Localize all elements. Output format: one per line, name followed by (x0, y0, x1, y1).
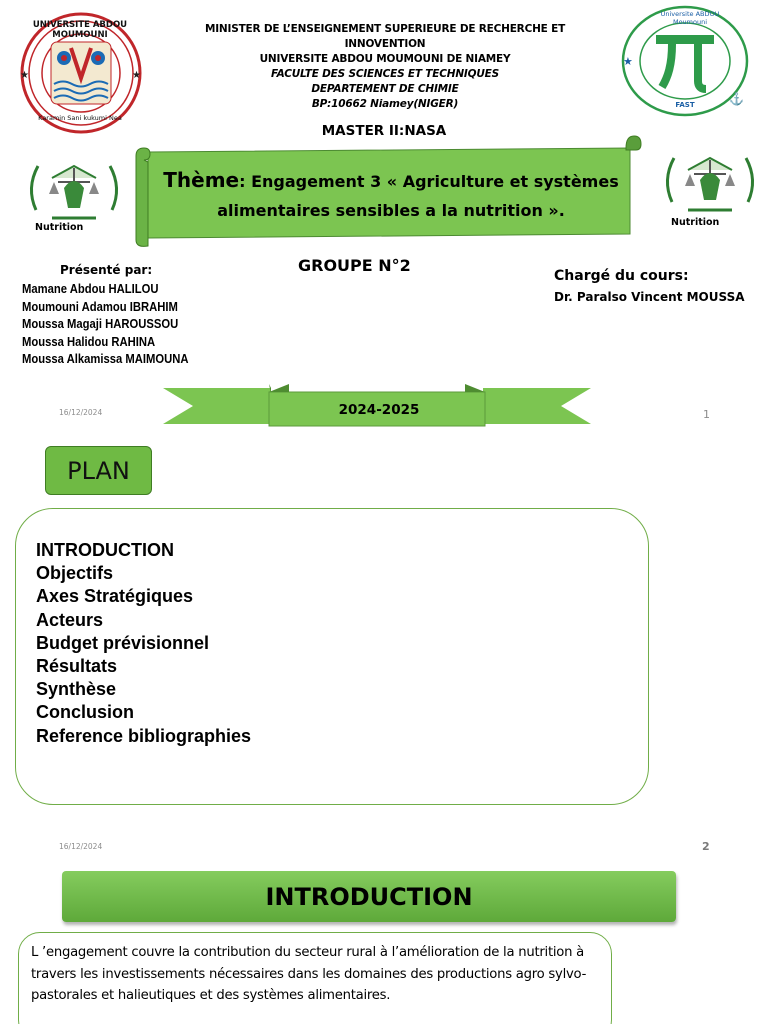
introduction-title: INTRODUCTION (62, 871, 676, 922)
introduction-line: pastorales et halieutiques et des systèmes alimentaires. (31, 988, 391, 1003)
introduction-paragraph (31, 942, 600, 1007)
slide1-date: 16/12/2024 (59, 408, 103, 417)
svg-text:★: ★ (20, 70, 29, 81)
presented-by-title: Présenté par: (60, 263, 153, 277)
plan-item: Conclusion (36, 702, 134, 723)
instructor-name: Dr. Paralso Vincent MOUSSA (554, 290, 745, 304)
theme-label: Thème (163, 168, 240, 192)
plan-item: Acteurs (36, 609, 104, 630)
member-name: Moussa Alkamissa MAIMOUNA (22, 352, 189, 366)
introduction-line: travers les investissements nécessaires dans les domaines des productions agro sylvo- (31, 966, 587, 982)
university-line: UNIVERSITE ABDOU MOUMOUNI DE NIAMEY (259, 53, 511, 65)
department-line: DEPARTEMENT DE CHIMIE (311, 83, 459, 95)
theme-text (150, 166, 632, 225)
members-list (22, 281, 189, 369)
faculty-line: FACULTE DES SCIENCES ET TECHNIQUES (270, 68, 500, 80)
nutrition-label-right: Nutrition (671, 217, 720, 228)
plan-item: Reference bibliographies (36, 725, 252, 746)
introduction-line: L ’engagement couvre la contribution du secteur rural à l’amélioration de la nutrition à (31, 945, 584, 960)
group-number: GROUPE N°2 (298, 256, 411, 275)
left-seal-motto: Karamin Sani kukumi Nea (38, 114, 122, 122)
member-name: Moussa Magaji HAROUSSOU (22, 317, 179, 331)
nutrition-logo-right (658, 150, 762, 230)
right-seal-sub: FAST (675, 101, 695, 109)
academic-year: 2024-2025 (338, 402, 420, 418)
instructor-title: Chargé du cours: (554, 268, 689, 284)
plan-title: PLAN (45, 446, 152, 495)
member-name: Moumouni Adamou IBRAHIM (22, 299, 178, 314)
plan-item: Axes Stratégiques (36, 586, 194, 607)
plan-item: INTRODUCTION (36, 540, 174, 560)
plan-item: Résultats (36, 656, 118, 677)
nutrition-label-left: Nutrition (35, 222, 84, 233)
svg-text:★: ★ (623, 56, 633, 68)
theme-line1: : Engagement 3 « Agriculture et systèmes (239, 172, 619, 191)
institution-header (165, 22, 605, 112)
left-seal-text: UNIVERSITE ABDOU MOUMOUNI (32, 20, 128, 40)
slide1-page-number: 1 (703, 408, 710, 421)
theme-line2: alimentaires sensibles a la nutrition ». (217, 201, 565, 220)
svg-text:★: ★ (132, 70, 141, 81)
slide2-date: 16/12/2024 (59, 842, 103, 851)
plan-item: Objectifs (36, 563, 114, 584)
ministry-line: MINISTER DE L’ENSEIGNEMENT SUPERIEURE DE RECHERCHE ET INNOVENTION (204, 23, 566, 50)
plan-list (36, 539, 251, 748)
slide2-page-number: 2 (702, 840, 710, 853)
master-title: MASTER II:NASA (321, 123, 447, 139)
plan-item: Budget prévisionnel (36, 632, 210, 653)
nutrition-logo-left (22, 158, 126, 236)
member-name: Moussa Halidou RAHINA (22, 334, 156, 349)
svg-text:⚓: ⚓ (729, 92, 744, 106)
plan-item: Synthèse (36, 679, 117, 700)
right-seal-text: Universite ABDOU Moumouni (660, 10, 720, 26)
member-name: Mamane Abdou HALILOU (22, 282, 159, 296)
address-line: BP:10662 Niamey(NIGER) (311, 98, 459, 110)
